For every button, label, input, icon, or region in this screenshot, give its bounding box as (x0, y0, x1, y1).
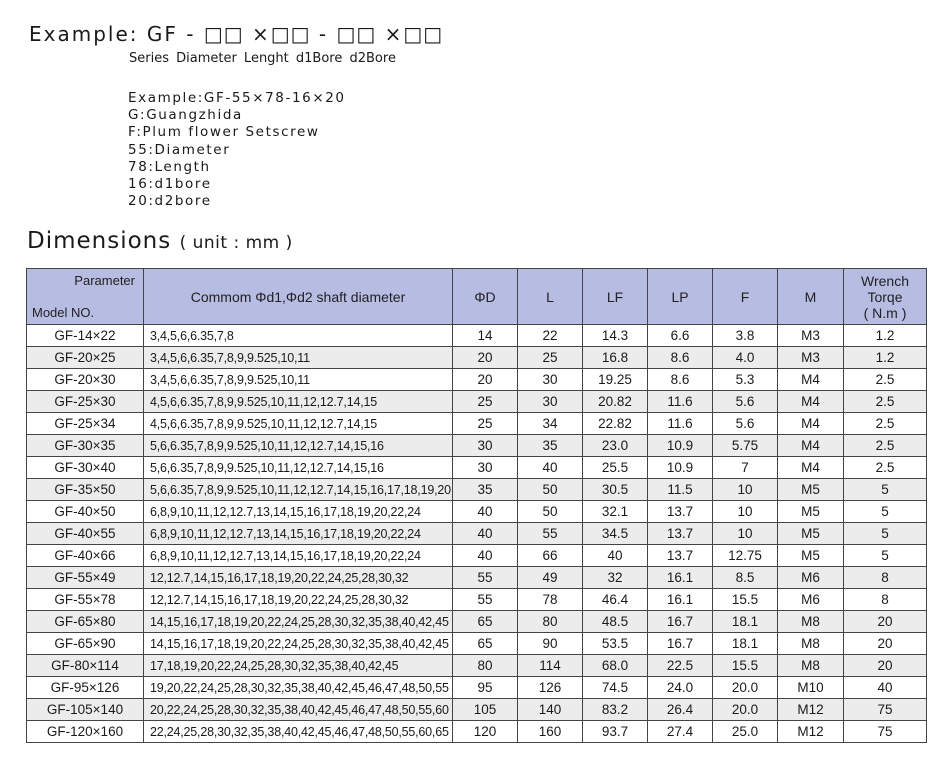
m-cell: M4 (778, 413, 844, 435)
shaft-diameter-cell: 17,18,19,20,22,24,25,28,30,32,35,38,40,42,45 (144, 655, 453, 677)
outer-diameter-cell: 30 (453, 435, 518, 457)
table-row (27, 479, 927, 501)
table-row (27, 567, 927, 589)
example-line: Example:GF-55×78-16×20 (128, 90, 346, 106)
code-box-length: □□ (270, 22, 311, 46)
lf-cell: 22.82 (583, 413, 648, 435)
f-cell: 10 (713, 479, 778, 501)
model-no-cell: GF-80×114 (27, 655, 144, 677)
lp-cell: 24.0 (648, 677, 713, 699)
f-cell: 10 (713, 501, 778, 523)
header-parameter: Parameter (74, 273, 135, 288)
f-cell: 15.5 (713, 589, 778, 611)
m-cell: M4 (778, 457, 844, 479)
model-no-cell: GF-40×50 (27, 501, 144, 523)
outer-diameter-cell: 20 (453, 347, 518, 369)
length-cell: 78 (518, 589, 583, 611)
model-no-cell: GF-30×40 (27, 457, 144, 479)
header-wrench-line: Wrench (861, 272, 909, 289)
m-cell: M5 (778, 501, 844, 523)
outer-diameter-cell: 55 (453, 567, 518, 589)
example-line: 20:d2bore (128, 193, 212, 210)
wrench-torque-cell: 8 (844, 567, 927, 589)
lf-cell: 19.25 (583, 369, 648, 391)
header-lf: LF (583, 269, 648, 325)
code-times-sign: × (251, 22, 271, 46)
wrench-torque-cell: 20 (844, 655, 927, 677)
outer-diameter-cell: 80 (453, 655, 518, 677)
lp-cell: 10.9 (648, 457, 713, 479)
table-row (27, 677, 927, 699)
lp-cell: 13.7 (648, 545, 713, 567)
f-cell: 5.3 (713, 369, 778, 391)
f-cell: 8.5 (713, 567, 778, 589)
outer-diameter-cell: 95 (453, 677, 518, 699)
shaft-diameter-cell: 12,12.7,14,15,16,17,18,19,20,22,24,25,28,30,32 (144, 567, 453, 589)
f-cell: 5.75 (713, 435, 778, 457)
table-row (27, 545, 927, 567)
lp-cell: 6.6 (648, 325, 713, 347)
lp-cell: 8.6 (648, 369, 713, 391)
m-cell: M4 (778, 369, 844, 391)
wrench-torque-cell: 75 (844, 699, 927, 721)
outer-diameter-cell: 25 (453, 391, 518, 413)
m-cell: M6 (778, 589, 844, 611)
table-row (27, 523, 927, 545)
m-cell: M5 (778, 545, 844, 567)
table-row (27, 633, 927, 655)
outer-diameter-cell: 40 (453, 501, 518, 523)
f-cell: 20.0 (713, 699, 778, 721)
table-row (27, 655, 927, 677)
example-line: G:Guangzhida (128, 107, 243, 124)
f-cell: 20.0 (713, 677, 778, 699)
lf-cell: 32 (583, 567, 648, 589)
length-cell: 30 (518, 369, 583, 391)
table-row (27, 457, 927, 479)
shaft-diameter-cell: 5,6,6.35,7,8,9,9.525,10,11,12,12.7,14,15,16 (144, 435, 453, 457)
shaft-diameter-cell: 6,8,9,10,11,12,12.7,13,14,15,16,17,18,19,20,22,24 (144, 545, 453, 567)
shaft-diameter-cell: 12,12.7,14,15,16,17,18,19,20,22,24,25,28,30,32 (144, 589, 453, 611)
model-no-cell: GF-14×22 (27, 325, 144, 347)
table-body (27, 325, 927, 743)
lf-cell: 34.5 (583, 523, 648, 545)
shaft-diameter-cell: 3,4,5,6,6.35,7,8,9,9.525,10,11 (144, 369, 453, 391)
wrench-torque-cell: 75 (844, 721, 927, 743)
length-cell: 90 (518, 633, 583, 655)
shaft-diameter-cell: 3,4,5,6,6.35,7,8,9,9.525,10,11 (144, 347, 453, 369)
outer-diameter-cell: 20 (453, 369, 518, 391)
f-cell: 4.0 (713, 347, 778, 369)
length-cell: 50 (518, 479, 583, 501)
model-no-cell: GF-25×30 (27, 391, 144, 413)
header-length: L (518, 269, 583, 325)
lp-cell: 8.6 (648, 347, 713, 369)
wrench-torque-cell: 2.5 (844, 391, 927, 413)
example-line: 16:d1bore (128, 176, 212, 193)
wrench-torque-cell: 20 (844, 633, 927, 655)
f-cell: 5.6 (713, 391, 778, 413)
outer-diameter-cell: 14 (453, 325, 518, 347)
table-row (27, 589, 927, 611)
example-line: 55:Diameter (128, 141, 231, 158)
dimensions-table (26, 268, 927, 743)
wrench-torque-cell: 1.2 (844, 347, 927, 369)
lp-cell: 16.1 (648, 589, 713, 611)
header-lp: LP (648, 269, 713, 325)
length-cell: 40 (518, 457, 583, 479)
shaft-diameter-cell: 3,4,5,6,6.35,7,8 (144, 325, 453, 347)
model-no-cell: GF-25×34 (27, 413, 144, 435)
f-cell: 15.5 (713, 655, 778, 677)
length-cell: 140 (518, 699, 583, 721)
m-cell: M3 (778, 325, 844, 347)
lf-cell: 32.1 (583, 501, 648, 523)
lp-cell: 13.7 (648, 501, 713, 523)
length-cell: 55 (518, 523, 583, 545)
length-cell: 22 (518, 325, 583, 347)
f-cell: 10 (713, 523, 778, 545)
f-cell: 3.8 (713, 325, 778, 347)
table-row (27, 721, 927, 743)
code-box-d2bore: □□ (403, 22, 444, 46)
lp-cell: 11.6 (648, 391, 713, 413)
outer-diameter-cell: 120 (453, 721, 518, 743)
lp-cell: 22.5 (648, 655, 713, 677)
header-wrench-torque (844, 269, 927, 325)
lf-cell: 46.4 (583, 589, 648, 611)
length-cell: 114 (518, 655, 583, 677)
dimensions-unit: ( unit : mm ) (179, 233, 293, 253)
model-no-cell: GF-65×90 (27, 633, 144, 655)
lp-cell: 11.6 (648, 413, 713, 435)
lf-cell: 40 (583, 545, 648, 567)
outer-diameter-cell: 105 (453, 699, 518, 721)
table-row (27, 347, 927, 369)
m-cell: M12 (778, 721, 844, 743)
code-box-series-diameter: □□ (203, 22, 244, 46)
model-no-cell: GF-35×50 (27, 479, 144, 501)
m-cell: M10 (778, 677, 844, 699)
model-no-cell: GF-20×30 (27, 369, 144, 391)
length-cell: 80 (518, 611, 583, 633)
m-cell: M4 (778, 435, 844, 457)
header-m: M (778, 269, 844, 325)
shaft-diameter-cell: 5,6,6.35,7,8,9,9.525,10,11,12,12.7,14,15,16 (144, 457, 453, 479)
length-cell: 35 (518, 435, 583, 457)
code-legend: Series Diameter Lenght d1Bore d2Bore (129, 51, 396, 66)
table-row (27, 391, 927, 413)
lf-cell: 53.5 (583, 633, 648, 655)
model-no-cell: GF-55×78 (27, 589, 144, 611)
wrench-torque-cell: 5 (844, 501, 927, 523)
shaft-diameter-cell: 20,22,24,25,28,30,32,35,38,40,42,45,46,47,48,50,55,60 (144, 699, 453, 721)
model-no-cell: GF-55×49 (27, 567, 144, 589)
lp-cell: 13.7 (648, 523, 713, 545)
example-explanation (128, 90, 346, 210)
shaft-diameter-cell: 4,5,6,6.35,7,8,9,9.525,10,11,12,12.7,14,15 (144, 413, 453, 435)
wrench-torque-cell: 40 (844, 677, 927, 699)
shaft-diameter-cell: 4,5,6,6.35,7,8,9,9.525,10,11,12,12.7,14,15 (144, 391, 453, 413)
f-cell: 25.0 (713, 721, 778, 743)
outer-diameter-cell: 40 (453, 523, 518, 545)
header-shaft-diameter: Commom Φd1,Φd2 shaft diameter (144, 269, 453, 325)
f-cell: 5.6 (713, 413, 778, 435)
dimensions-heading (27, 228, 293, 254)
lf-cell: 25.5 (583, 457, 648, 479)
wrench-torque-cell: 2.5 (844, 413, 927, 435)
header-wrench-line: Torqe (867, 288, 903, 305)
f-cell: 12.75 (713, 545, 778, 567)
shaft-diameter-cell: 6,8,9,10,11,12,12.7,13,14,15,16,17,18,19,20,22,24 (144, 501, 453, 523)
model-no-cell: GF-120×160 (27, 721, 144, 743)
shaft-diameter-cell: 22,24,25,28,30,32,35,38,40,42,45,46,47,48,50,55,60,65 (144, 721, 453, 743)
example-line: F:Plum flower Setscrew (128, 124, 320, 141)
table-row (27, 611, 927, 633)
lp-cell: 16.7 (648, 633, 713, 655)
m-cell: M5 (778, 479, 844, 501)
m-cell: M8 (778, 655, 844, 677)
code-box-d1bore: □□ (336, 22, 377, 46)
model-no-cell: GF-20×25 (27, 347, 144, 369)
model-code-format (29, 22, 443, 46)
model-no-cell: GF-40×55 (27, 523, 144, 545)
lp-cell: 16.1 (648, 567, 713, 589)
lf-cell: 20.82 (583, 391, 648, 413)
wrench-torque-cell: 1.2 (844, 325, 927, 347)
m-cell: M12 (778, 699, 844, 721)
code-times-sign: × (384, 22, 404, 46)
m-cell: M5 (778, 523, 844, 545)
header-corner-cell (27, 269, 144, 325)
table-row (27, 435, 927, 457)
length-cell: 66 (518, 545, 583, 567)
model-no-cell: GF-65×80 (27, 611, 144, 633)
model-no-cell: GF-95×126 (27, 677, 144, 699)
m-cell: M3 (778, 347, 844, 369)
outer-diameter-cell: 35 (453, 479, 518, 501)
length-cell: 30 (518, 391, 583, 413)
code-dash: - (318, 22, 329, 46)
length-cell: 49 (518, 567, 583, 589)
length-cell: 25 (518, 347, 583, 369)
outer-diameter-cell: 30 (453, 457, 518, 479)
wrench-torque-cell: 5 (844, 523, 927, 545)
outer-diameter-cell: 65 (453, 611, 518, 633)
header-wrench-line: ( N.m ) (863, 304, 907, 321)
lf-cell: 14.3 (583, 325, 648, 347)
length-cell: 126 (518, 677, 583, 699)
lp-cell: 27.4 (648, 721, 713, 743)
header-model-no: Model NO. (32, 305, 95, 320)
outer-diameter-cell: 55 (453, 589, 518, 611)
lp-cell: 16.7 (648, 611, 713, 633)
lf-cell: 16.8 (583, 347, 648, 369)
lp-cell: 26.4 (648, 699, 713, 721)
table-header-row (27, 269, 927, 325)
shaft-diameter-cell: 14,15,16,17,18,19,20,22,24,25,28,30,32,35,38,40,42,45 (144, 633, 453, 655)
lf-cell: 48.5 (583, 611, 648, 633)
length-cell: 50 (518, 501, 583, 523)
header-f: F (713, 269, 778, 325)
example-line: 78:Length (128, 158, 211, 175)
table-row (27, 501, 927, 523)
m-cell: M8 (778, 633, 844, 655)
model-no-cell: GF-105×140 (27, 699, 144, 721)
wrench-torque-cell: 8 (844, 589, 927, 611)
wrench-torque-cell: 2.5 (844, 435, 927, 457)
length-cell: 160 (518, 721, 583, 743)
m-cell: M6 (778, 567, 844, 589)
f-cell: 18.1 (713, 633, 778, 655)
wrench-torque-cell: 5 (844, 545, 927, 567)
wrench-torque-cell: 20 (844, 611, 927, 633)
lp-cell: 11.5 (648, 479, 713, 501)
table-row (27, 325, 927, 347)
table-row (27, 369, 927, 391)
header-outer-diameter: ΦD (453, 269, 518, 325)
f-cell: 18.1 (713, 611, 778, 633)
outer-diameter-cell: 25 (453, 413, 518, 435)
wrench-torque-cell: 2.5 (844, 369, 927, 391)
lf-cell: 74.5 (583, 677, 648, 699)
lf-cell: 30.5 (583, 479, 648, 501)
m-cell: M8 (778, 611, 844, 633)
f-cell: 7 (713, 457, 778, 479)
shaft-diameter-cell: 14,15,16,17,18,19,20,22,24,25,28,30,32,35,38,40,42,45 (144, 611, 453, 633)
dimensions-title: Dimensions (27, 228, 172, 254)
model-no-cell: GF-30×35 (27, 435, 144, 457)
m-cell: M4 (778, 391, 844, 413)
lf-cell: 83.2 (583, 699, 648, 721)
shaft-diameter-cell: 6,8,9,10,11,12,12.7,13,14,15,16,17,18,19,20,22,24 (144, 523, 453, 545)
code-prefix: Example: GF - (29, 22, 196, 46)
shaft-diameter-cell: 19,20,22,24,25,28,30,32,35,38,40,42,45,46,47,48,50,55 (144, 677, 453, 699)
table-row (27, 413, 927, 435)
shaft-diameter-cell: 5,6,6.35,7,8,9,9.525,10,11,12,12.7,14,15,16,17,18,19,20 (144, 479, 453, 501)
wrench-torque-cell: 2.5 (844, 457, 927, 479)
outer-diameter-cell: 40 (453, 545, 518, 567)
lf-cell: 23.0 (583, 435, 648, 457)
lp-cell: 10.9 (648, 435, 713, 457)
length-cell: 34 (518, 413, 583, 435)
outer-diameter-cell: 65 (453, 633, 518, 655)
lf-cell: 68.0 (583, 655, 648, 677)
lf-cell: 93.7 (583, 721, 648, 743)
wrench-torque-cell: 5 (844, 479, 927, 501)
model-no-cell: GF-40×66 (27, 545, 144, 567)
table-row (27, 699, 927, 721)
